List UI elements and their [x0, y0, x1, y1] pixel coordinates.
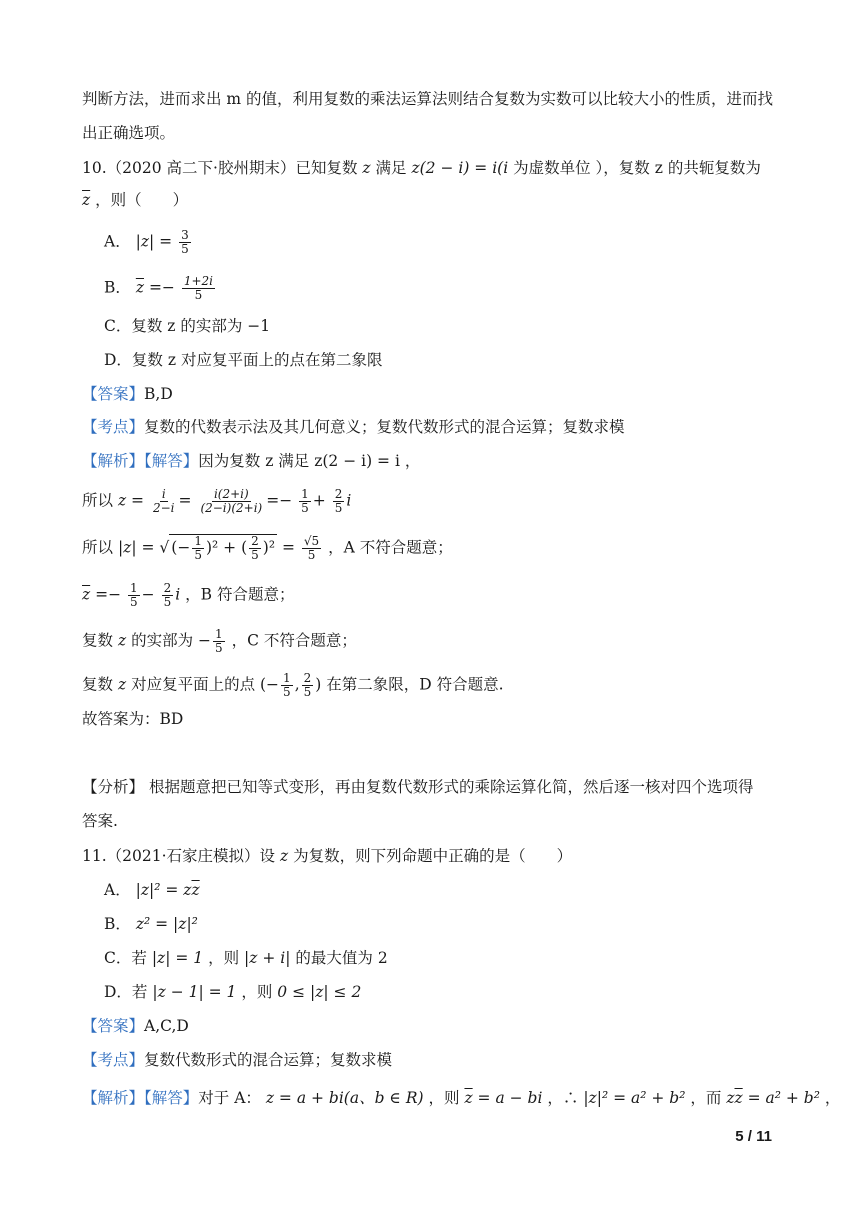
analysis-line-1: 【分析】 根据题意把已知等式变形，再由复数代数形式的乘除运算化简，然后逐一核对四个选项得: [82, 778, 754, 796]
solution-line-2: 所以 z = $\frac{i}{2-i}$ = $\frac{i(2+i)}{(2-i)(2+i)}$ =− $\frac{1}{5}$ + $\frac{2}{5}$ i: [82, 487, 352, 515]
question-11-stem: 11.（2021·石家庄模拟）设 z 为复数，则下列命题中正确的是（ ）: [82, 847, 573, 865]
option-c: C．复数 z 的实部为 −1: [104, 317, 271, 335]
option-d: D．若 |z − 1| = 1 ，则 0 ≤ |z| ≤ 2: [104, 983, 362, 1001]
page-number: 5 / 11: [735, 1128, 772, 1145]
solution-line-5: 复数 z 的实部为 − $\frac{1}{5}$ ，C 不符合题意；: [82, 627, 357, 655]
question-10-stem-cont: $\overline{z}$ ，则（ ）: [82, 191, 189, 209]
option-c: C．若 |z| = 1 ，则 |z + i| 的最大值为 2: [104, 949, 388, 967]
option-d: D．复数 z 对应复平面上的点在第二象限: [104, 351, 383, 369]
solution-line-1: 【解析】【解答】因为复数 z 满足 z(2 − i) = i ，: [82, 452, 421, 470]
analysis-line-2: 答案.: [82, 812, 118, 830]
topic-line: 【考点】复数的代数表示法及其几何意义；复数代数形式的混合运算；复数求模: [82, 418, 625, 436]
text-line: 出正确选项。: [82, 124, 176, 142]
option-b: B． z² = |z|²: [104, 915, 198, 933]
solution-line-3: 所以 |z| = √ (− $\frac{1}{5}$ )² + ( $\frac{2}{5}$ )² = $\frac{√5}{5}$ ，A 不符合题意；: [82, 534, 453, 562]
question-10-stem: 10.（2020 高二下·胶州期末）已知复数 z 满足 z(2 − i) = i(i 为虚数单位 ），复数 z 的共轭复数为: [82, 159, 761, 177]
solution-line-6: 复数 z 对应复平面上的点 (− $\frac{1}{5}$ , $\frac{2}{5}$ ) 在第二象限，D 符合题意.: [82, 671, 504, 699]
solution-line-1: 【解析】【解答】对于 A： z = a + bi(a、b ∈ R) ，则 $\overline{z} = a$ − bi ，∴ |z|² = a² + b² ，而 $z\overline{z} = a^2 + b^2$ ，: [82, 1089, 841, 1107]
answer-line: 【答案】B,D: [82, 385, 173, 403]
option-a: A． $|z|^2 = z\overline{z}$: [104, 881, 200, 899]
option-a: A． |z| = $\frac{3}{5}$: [104, 228, 189, 256]
answer-line: 【答案】A,C,D: [82, 1017, 189, 1035]
topic-line: 【考点】复数代数形式的混合运算；复数求模: [82, 1051, 393, 1069]
option-b: B． $\overline{z}$ =− $\frac{1+2i}{5}$: [104, 274, 214, 302]
solution-line-7: 故答案为：BD: [82, 710, 184, 728]
text-line: 判断方法，进而求出 m 的值，利用复数的乘法运算法则结合复数为实数可以比较大小的性质，进而找: [82, 90, 774, 108]
solution-line-4: $\overline{z}$ =− $\frac{1}{5}$ − $\frac{2}{5}$ i ，B 符合题意；: [82, 581, 295, 609]
